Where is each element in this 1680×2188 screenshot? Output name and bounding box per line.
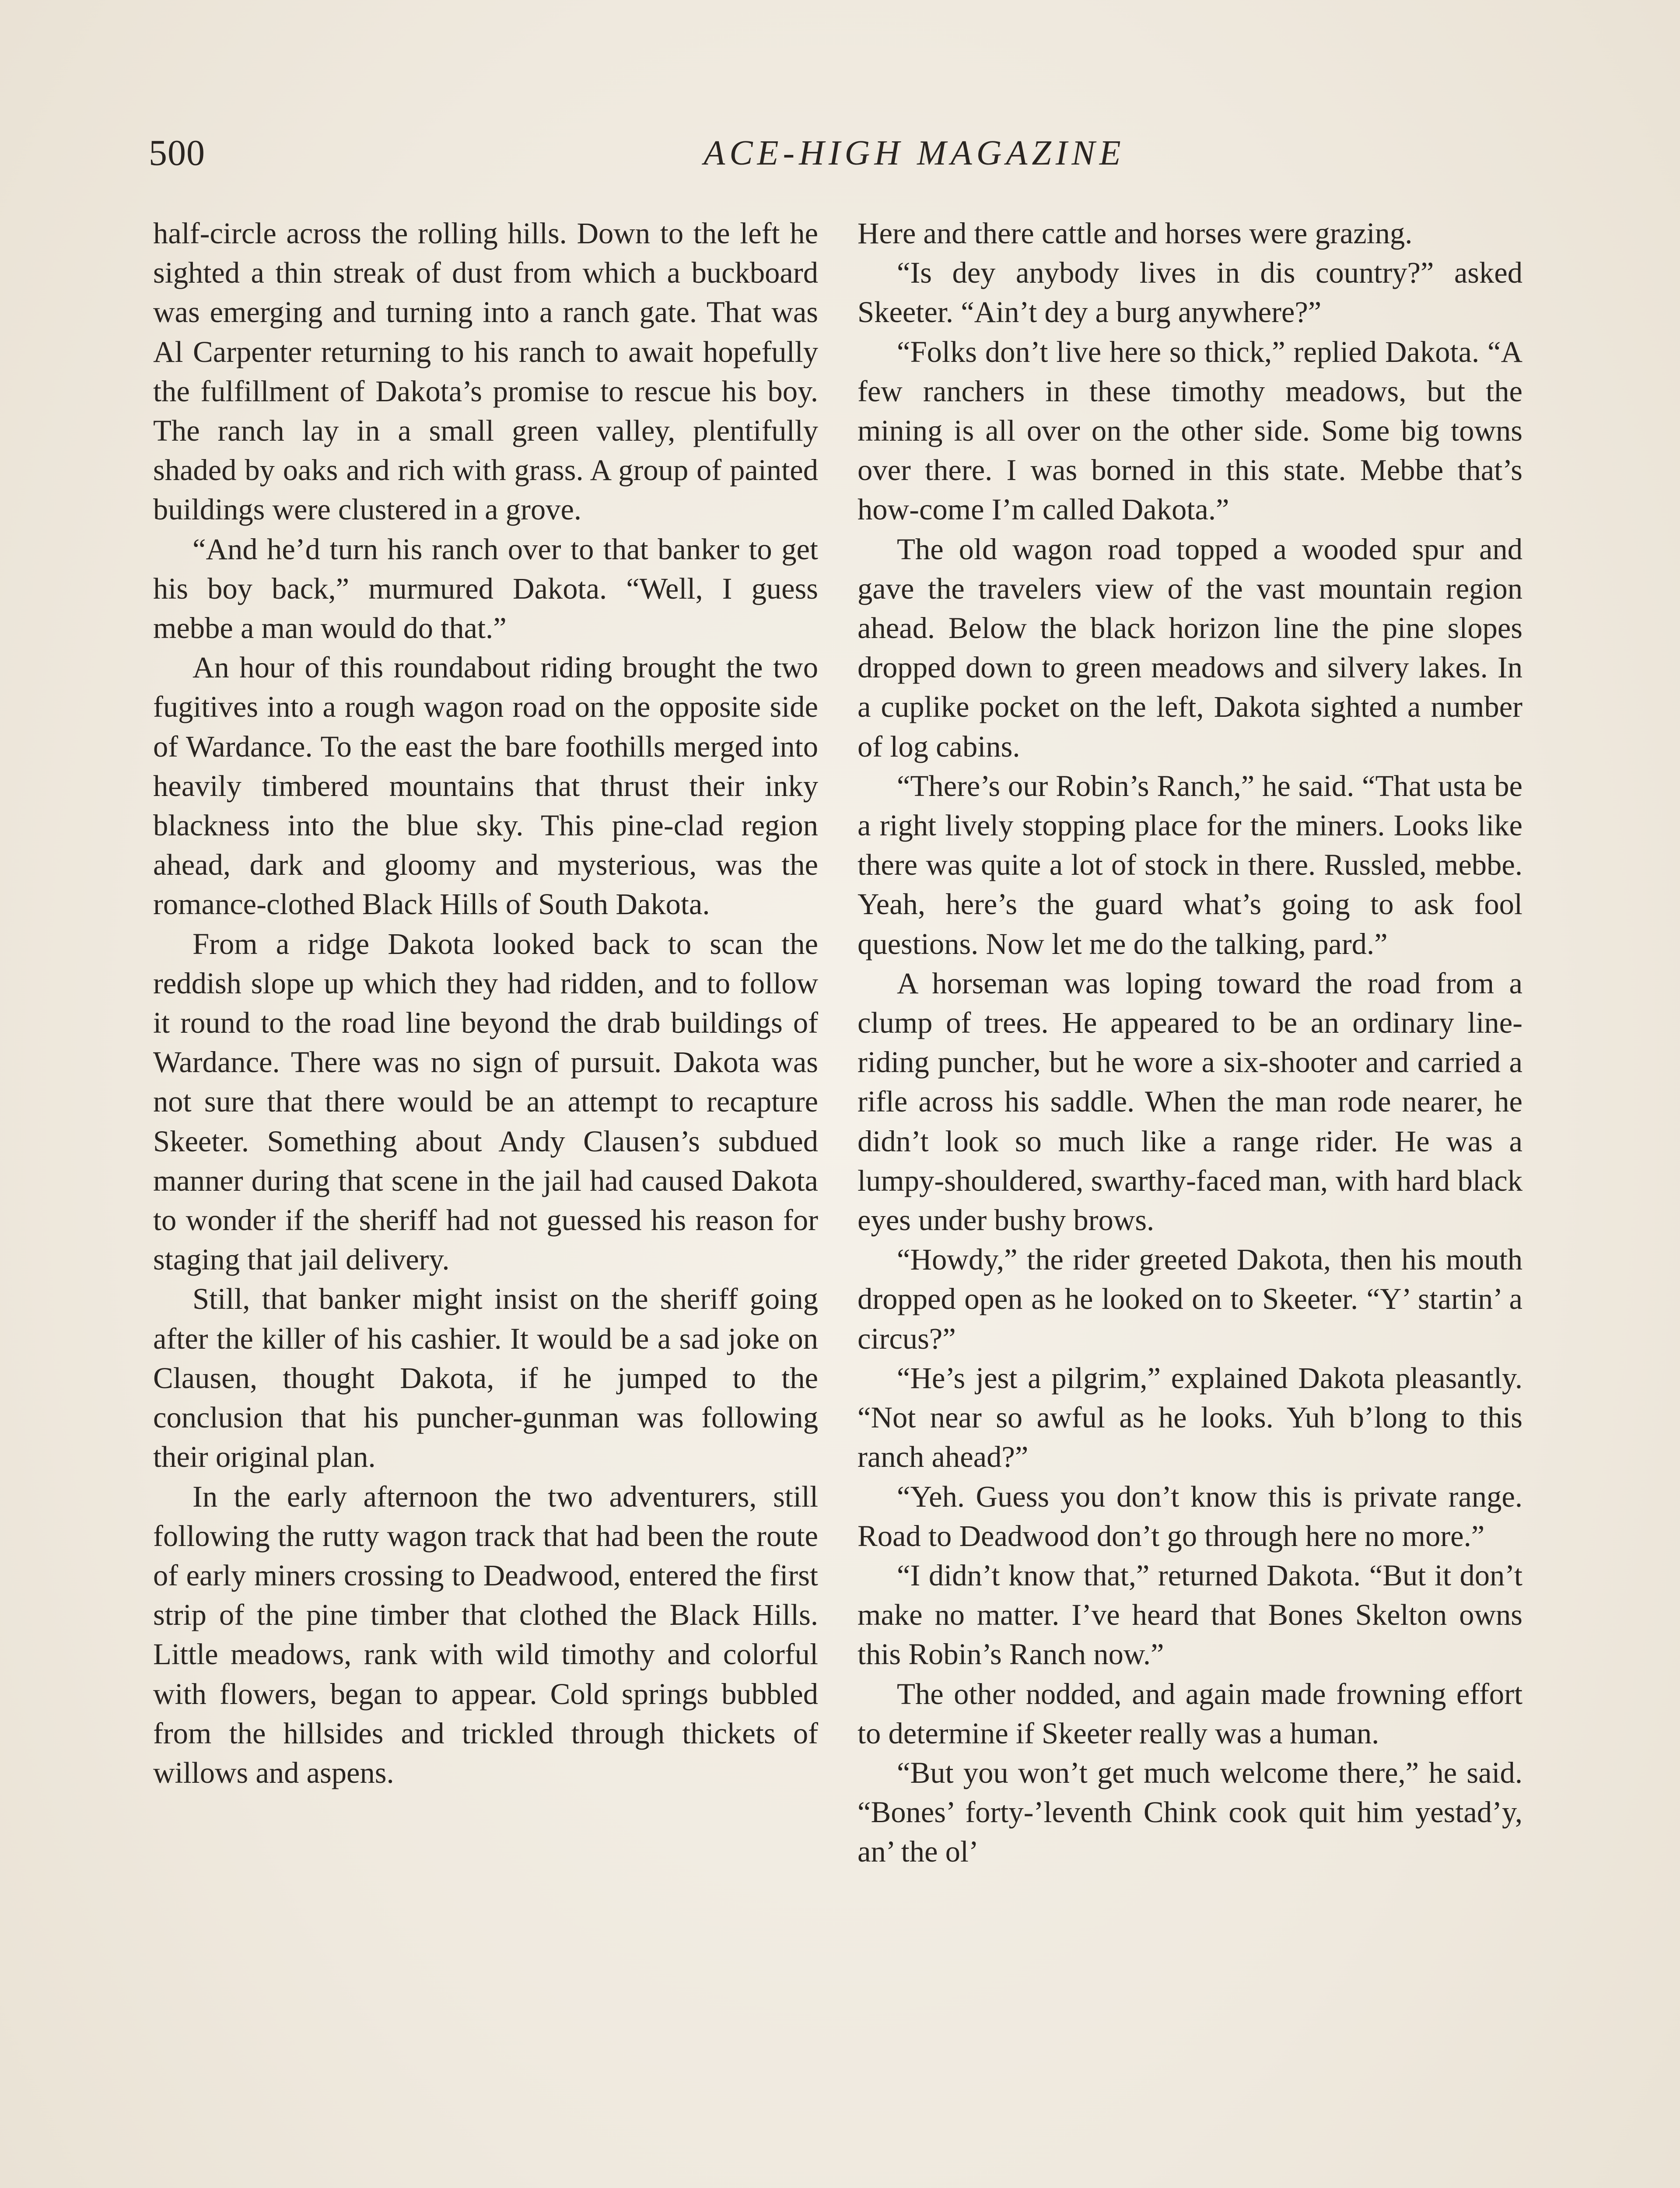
paragraph: “And he’d turn his ranch over to that banker to get his boy back,” murmured Dakota. “Well, I guess mebbe a man would do that.” bbox=[153, 532, 818, 645]
right-column bbox=[858, 214, 1522, 1872]
paragraph: “Folks don’t live here so thick,” replied Dakota. “A few ranchers in these timothy meadows, but the mining is all over on the other side. Some big towns over there. I was borned in this state. Mebbe that’s how-come I’m called Dakota.” bbox=[858, 335, 1522, 526]
paragraph: From a ridge Dakota looked back to scan the reddish slope up which they had ridden, and to follow it round to the road line beyond the drab buildings of Wardance. There was no sign of pursuit. Dakota was not sure that there would be an attempt to recapture Skeeter. Something about Andy Clausen’s subdued manner during that scene in the jail had caused Dakota to wonder if the sheriff had not guessed his reason for staging that jail delivery. bbox=[153, 927, 818, 1276]
page-number: 500 bbox=[149, 133, 205, 173]
paragraph: “Is dey anybody lives in dis country?” asked Skeeter. “Ain’t dey a burg anywhere?” bbox=[858, 256, 1522, 329]
paragraph: “I didn’t know that,” returned Dakota. “But it don’t make no matter. I’ve heard that Bones Skelton owns this Robin’s Ranch now.” bbox=[858, 1558, 1522, 1671]
paragraph: “There’s our Robin’s Ranch,” he said. “That usta be a right lively stopping place for the miners. Looks like there was quite a lot of stock in there. Russled, mebbe. Yeah, here’s the guard what’s going to ask fool questions. Now let me do the talking, pard.” bbox=[858, 769, 1522, 961]
paragraph: An hour of this roundabout riding brought the two fugitives into a rough wagon road on the opposite side of Wardance. To the east the bare foothills merged into heavily timbered mountains that thrust their inky blackness into the blue sky. This pine-clad region ahead, dark and gloomy and mysterious, was the romance-clothed Black Hills of South Dakota. bbox=[153, 651, 818, 921]
paragraph: Still, that banker might insist on the sheriff going after the killer of his cashier. It would be a sad joke on Clausen, thought Dakota, if he jumped to the conclusion that his puncher-gunman was following their original plan. bbox=[153, 1282, 818, 1474]
running-title: ACE-HIGH MAGAZINE bbox=[704, 134, 1125, 172]
paragraph: Here and there cattle and horses were grazing. bbox=[858, 217, 1413, 250]
paragraph: “He’s jest a pilgrim,” explained Dakota pleasantly. “Not near so awful as he looks. Yuh b’long to this ranch ahead?” bbox=[858, 1361, 1522, 1474]
paragraph: In the early afternoon the two adventurers, still following the rutty wagon track that had been the route of early miners crossing to Deadwood, entered the first strip of the pine timber that clothed the Black Hills. Little meadows, rank with wild timothy and colorful with flowers, began to appear. Cold springs bubbled from the hillsides and trickled through thickets of willows and aspens. bbox=[153, 1480, 818, 1789]
paragraph: “Howdy,” the rider greeted Dakota, then his mouth dropped open as he looked on to Skeeter. “Y’ startin’ a circus?” bbox=[858, 1243, 1522, 1355]
left-column bbox=[153, 214, 818, 1792]
paragraph: A horseman was loping toward the road from a clump of trees. He appeared to be an ordinary line-riding puncher, but he wore a six-shooter and carried a rifle across his saddle. When the man rode nearer, he didn’t look so much like a range rider. He was a lumpy-shouldered, swarthy-faced man, with hard black eyes under bushy brows. bbox=[858, 966, 1522, 1237]
page-header bbox=[149, 127, 1527, 179]
paragraph: “Yeh. Guess you don’t know this is private range. Road to Deadwood don’t go through here no more.” bbox=[858, 1480, 1522, 1553]
paragraph: “But you won’t get much welcome there,” he said. “Bones’ forty-’leventh Chink cook quit him yestad’y, an’ the ol’ bbox=[858, 1756, 1522, 1869]
paragraph: half-circle across the rolling hills. Down to the left he sighted a thin streak of dust from which a buckboard was emerging and turning into a ranch gate. That was Al Carpenter returning to his ranch to await hopefully the fulfillment of Dakota’s promise to rescue his boy. The ranch lay in a small green valley, plentifully shaded by oaks and rich with grass. A group of painted buildings were clustered in a grove. bbox=[153, 217, 818, 526]
paragraph: The other nodded, and again made frowning effort to determine if Skeeter really was a human. bbox=[858, 1677, 1522, 1750]
paragraph: The old wagon road topped a wooded spur and gave the travelers view of the vast mountain region ahead. Below the black horizon line the pine slopes dropped down to green meadows and silvery lakes. In a cuplike pocket on the left, Dakota sighted a number of log cabins. bbox=[858, 532, 1522, 763]
